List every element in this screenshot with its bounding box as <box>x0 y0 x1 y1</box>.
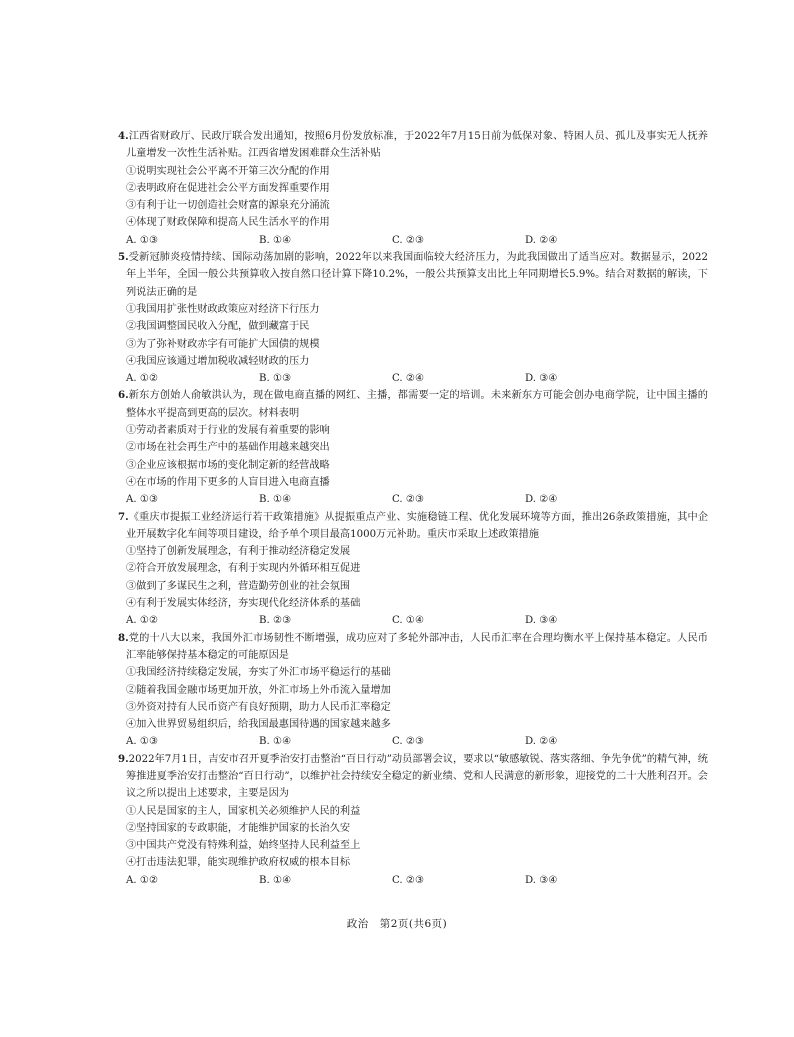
statement-item: ②符合开放发展理念，有利于实现内外循环相互促进 <box>126 563 361 575</box>
answer-option: D. ②④ <box>525 736 558 748</box>
question-stem <box>118 751 708 803</box>
statement-item: ④打击违法犯罪，能实现维护政府权威的根本目标 <box>126 857 351 869</box>
statement-item: ④加入世界贸易组织后，给我国最惠国待遇的国家越来越多 <box>126 719 391 731</box>
answer-option: D. ②④ <box>525 234 558 246</box>
answer-option: A. ①③ <box>126 234 159 246</box>
question-6 <box>118 387 708 508</box>
answer-option: D. ③④ <box>525 874 558 886</box>
question-number: 4. <box>118 130 129 142</box>
statement-item: ①我国经济持续稳定发展，夯实了外汇市场平稳运行的基础 <box>126 667 391 679</box>
answer-option: A. ①③ <box>126 736 159 748</box>
question-number: 7. <box>118 510 129 523</box>
answer-options <box>118 872 708 889</box>
question-5 <box>118 249 708 387</box>
question-list <box>118 128 708 889</box>
statement-item: ②坚持国家的专政职能，才能维护国家的长治久安 <box>126 822 351 834</box>
question-9 <box>118 751 708 889</box>
answer-option: C. ②③ <box>392 874 425 886</box>
answer-option: C. ②③ <box>392 736 425 748</box>
answer-option: B. ①④ <box>259 736 292 748</box>
answer-options <box>118 733 708 750</box>
question-stem <box>118 249 708 301</box>
question-text: 党的十八大以来，我国外汇市场韧性不断增强，成功应对了多轮外部冲击，人民币汇率在合理均衡水平上保持基本稳定。人民币汇率能够保持基本稳定的可能原因是 <box>126 632 708 661</box>
question-text: 受新冠肺炎疫情持续、国际动荡加剧的影响，2022年以来我国面临较大经济压力，为此我国做出了适当应对。数据显示，2022年上半年，全国一般公共预算收入按自然口径计算下降10.2%，一般公共预算支出比上年同期增长5.9%。结合对数据的解读，下列说法正确的是 <box>126 252 708 298</box>
answer-options <box>118 491 708 508</box>
answer-option: D. ③④ <box>525 615 558 627</box>
statement-item: ③为了弥补财政赤字有可能扩大国债的规模 <box>126 338 320 350</box>
question-stem <box>118 128 708 163</box>
statement-item: ①坚持了创新发展理念，有利于推动经济稳定发展 <box>126 546 351 558</box>
statement-item: ①劳动者素质对于行业的发展有着重要的影响 <box>126 425 330 437</box>
statement-item: ③外资对持有人民币资产有良好预期，助力人民币汇率稳定 <box>126 701 391 713</box>
answer-option: A. ①② <box>126 373 159 385</box>
statement-item: ②随着我国金融市场更加开放，外汇市场上外币流入量增加 <box>126 684 391 696</box>
statement-item: ④体现了财政保障和提高人民生活水平的作用 <box>126 217 330 229</box>
answer-option: A. ①② <box>126 874 159 886</box>
statement-item: ②表明政府在促进社会公平方面发挥重要作用 <box>126 182 330 194</box>
question-number: 5. <box>118 251 129 264</box>
answer-option: A. ①③ <box>126 494 159 506</box>
statement-item: ②市场在社会再生产中的基础作用越来越突出 <box>126 442 330 454</box>
page-footer: 政治 第2页(共6页) <box>346 918 448 930</box>
answer-option: C. ②④ <box>392 373 425 385</box>
answer-options <box>118 612 708 629</box>
answer-options <box>118 370 708 387</box>
statement-item: ③有利于让一切创造社会财富的源泉充分涌流 <box>126 200 330 212</box>
statement-item: ④在市场的作用下更多的人盲目进入电商直播 <box>126 476 330 488</box>
question-stem <box>118 387 708 422</box>
question-number: 6. <box>118 389 129 402</box>
statement-item: ①我国用扩张性财政政策应对经济下行压力 <box>126 303 320 315</box>
answer-option: B. ①④ <box>259 874 292 886</box>
statement-item: ①说明实现社会公平离不开第三次分配的作用 <box>126 165 330 177</box>
statement-item: ①人民是国家的主人，国家机关必须维护人民的利益 <box>126 805 361 817</box>
statement-item: ②我国调整国民收入分配，做到藏富于民 <box>126 321 310 333</box>
question-stem <box>118 630 708 665</box>
question-number: 8. <box>118 631 129 644</box>
question-text: 2022年7月1日，吉安市召开夏季治安打击整治“百日行动”动员部署会议，要求以“敏感敏锐、落实落细、争先争优”的精气神，统筹推进夏季治安打击整治“百日行动”，以维护社会持续安全稳定的新业绩、党和人民满意的新形象，迎接党的二十大胜利召开。会议之所以提出上述要求，主要是因为 <box>126 753 708 800</box>
question-stem <box>118 509 708 544</box>
answer-option: D. ③④ <box>525 373 558 385</box>
answer-option: B. ②③ <box>259 615 292 627</box>
statement-item: ③企业应该根据市场的变化制定新的经营战略 <box>126 459 330 471</box>
question-text: 江西省财政厅、民政厅联合发出通知，按照6月份发放标准，于2022年7月15日前为低保对象、特困人员、孤儿及事实无人抚养儿童增发一次性生活补贴。江西省增发困难群众生活补贴 <box>126 131 708 160</box>
answer-option: B. ①④ <box>259 494 292 506</box>
answer-option: D. ②④ <box>525 494 558 506</box>
question-7 <box>118 509 708 630</box>
statement-item: ④有利于发展实体经济，夯实现代化经济体系的基础 <box>126 598 361 610</box>
answer-option: B. ①④ <box>259 234 292 246</box>
question-text: 《重庆市提振工业经济运行若干政策措施》从提振重点产业、实施稳链工程、优化发展环境等方面，推出26条政策措施，其中企业开展数字化车间等项目建设，给予单个项目最高1000万元补助。重庆市采取上述政策措施 <box>126 511 708 540</box>
question-4 <box>118 128 708 249</box>
answer-option: C. ②③ <box>392 234 425 246</box>
question-number: 9. <box>118 752 129 765</box>
statement-item: ③中国共产党没有特殊利益，始终坚持人民利益至上 <box>126 840 361 852</box>
statement-item: ④我国应该通过增加税收减轻财政的压力 <box>126 355 310 367</box>
answer-option: A. ①② <box>126 615 159 627</box>
answer-option: C. ②③ <box>392 494 425 506</box>
question-text: 新东方创始人俞敏洪认为，现在做电商直播的网红、主播，都需要一定的培训。未来新东方可能会创办电商学院，让中国主播的整体水平提高到更高的层次。材料表明 <box>126 390 708 419</box>
answer-option: B. ①③ <box>259 373 292 385</box>
question-8 <box>118 630 708 751</box>
statement-item: ③做到了多谋民生之利，营造勤劳创业的社会氛围 <box>126 580 351 592</box>
answer-options <box>118 232 708 249</box>
answer-option: C. ①④ <box>392 615 425 627</box>
